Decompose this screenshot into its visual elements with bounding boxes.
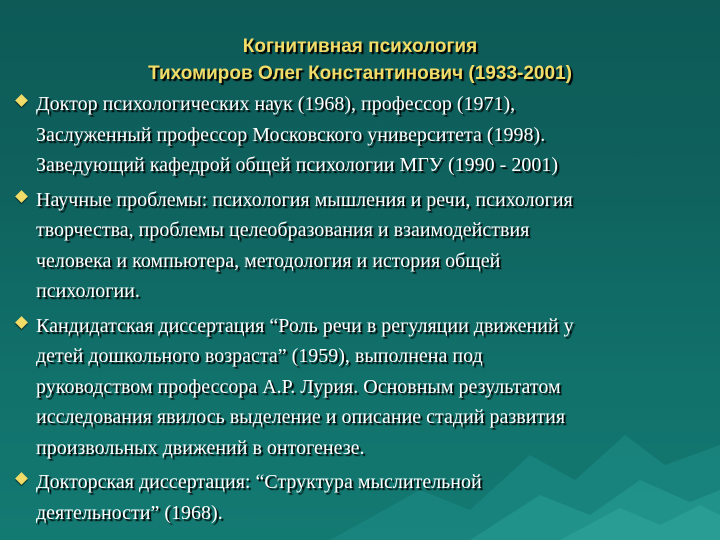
- bullet-text-line: психологии.: [36, 280, 140, 302]
- bullet-text-line: Заслуженный профессор Московского университета (1998).: [36, 123, 546, 146]
- bullet-text-line: деятельности” (1968).: [36, 501, 223, 524]
- title-line-person: Тихомиров Олег Константинович (1933-2001): [148, 63, 572, 84]
- diamond-bullet-icon: [15, 94, 28, 107]
- bullet-text-line: руководством профессора А.Р. Лурия. Основным результатом: [36, 375, 561, 398]
- bullet-text-line: Докторская диссертация: “Структура мыслительной: [36, 471, 482, 493]
- bullet-text-line: творчества, проблемы целеобразования и взаимодействия: [36, 219, 530, 241]
- bullet-list: [12, 89, 712, 532]
- bullet-text-line: Кандидатская диссертация “Роль речи в регуляции движений у: [36, 314, 574, 337]
- bullet-research-problems: [12, 185, 712, 307]
- diamond-bullet-icon: [15, 472, 28, 485]
- diamond-bullet-icon: [15, 190, 28, 203]
- bullet-text-line: Заведующий кафедрой общей психологии МГУ (1990 - 2001): [36, 154, 558, 176]
- bullet-candidate-dissertation: [12, 311, 712, 464]
- bullet-text-line: произвольных движений в онтогенезе.: [36, 436, 365, 459]
- bullet-text-line: Научные проблемы: психология мышления и речи, психология: [36, 188, 573, 211]
- bullet-degrees: [12, 89, 712, 181]
- bullet-doctoral-dissertation: [12, 467, 712, 528]
- bullet-text-line: исследования явилось выделение и описание стадий развития: [36, 406, 566, 428]
- bullet-text-line: Доктор психологических наук (1968), профессор (1971),: [36, 93, 516, 115]
- slide-title: [0, 33, 720, 87]
- bullet-text-line: детей дошкольного возраста” (1959), выполнена под: [36, 345, 483, 367]
- title-line-topic: Когнитивная психология: [242, 36, 478, 57]
- diamond-bullet-icon: [15, 316, 28, 329]
- bullet-text-line: человека и компьютера, методология и история общей: [36, 249, 501, 272]
